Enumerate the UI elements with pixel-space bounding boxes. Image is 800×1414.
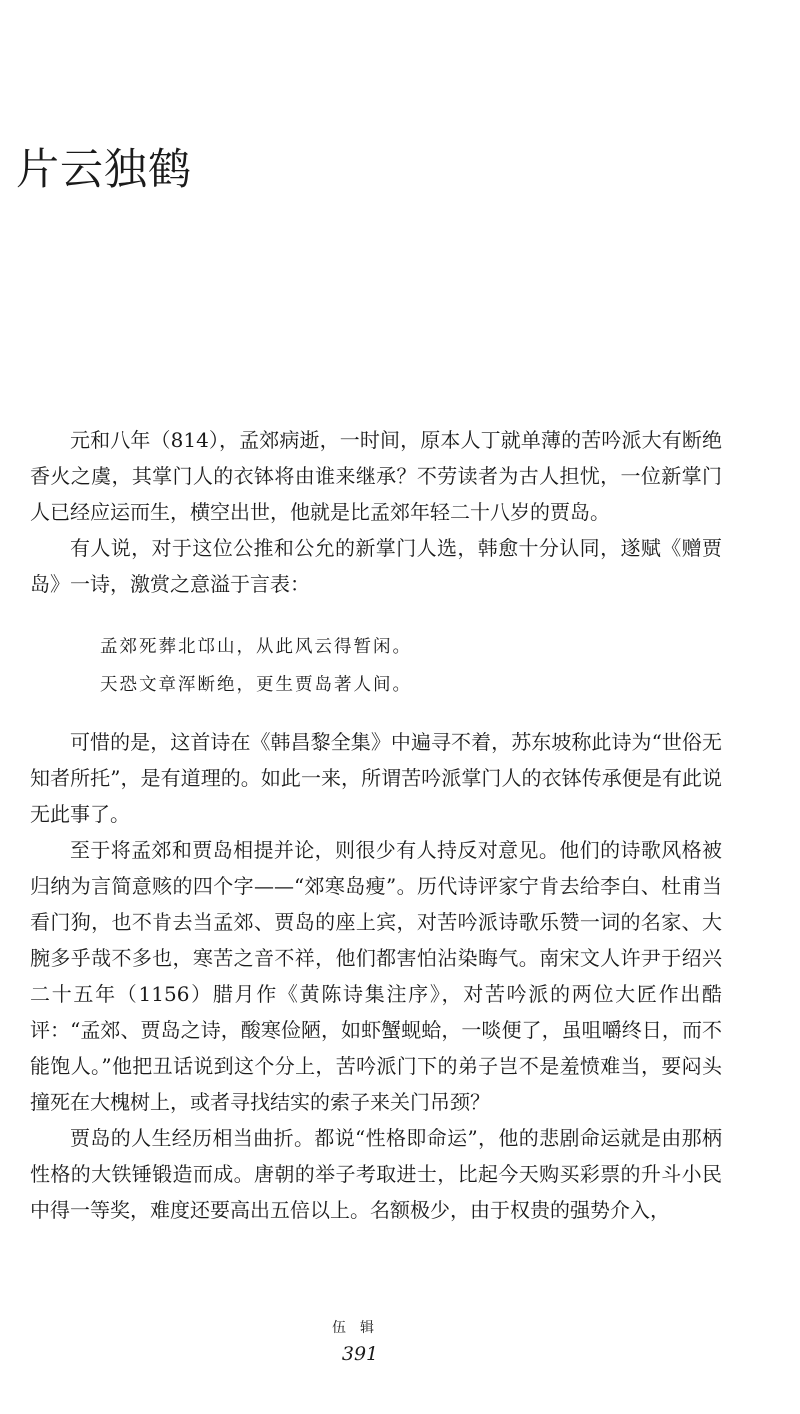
poem-line: 天恐文章浑断绝，更生贾岛著人间。 [100, 675, 412, 695]
paragraph: 至于将孟郊和贾岛相提并论，则很少有人持反对意见。他们的诗歌风格被归纳为言简意赅的四个字——“郊寒岛瘦”。历代诗评家宁肯去给李白、杜甫当看门狗，也不肯去当孟郊、贾岛的座上宾，对苦吟派诗歌乐赞一词的名家、大腕多乎哉不多也，寒苦之音不祥，他们都害怕沾染晦气。南宋文人许尹于绍兴二十五年（1156）腊月作《黄陈诗集注序》，对苦吟派的两位大匠作出酷评：“孟郊、贾岛之诗，酸寒俭陋，如虾蟹蚬蛤，一啖便了，虽咀嚼终日，而不能饱人。”他把丑话说到这个分上，苦吟派门下的弟子岂不是羞愤难当，要闷头撞死在大槐树上，或者寻找结实的索子来关门吊颈？ [30, 838, 722, 1114]
chapter-title: 片云独鹤 [16, 145, 192, 195]
poem-line: 孟郊死葬北邙山，从此风云得暂闲。 [100, 637, 412, 657]
page-number: 391 [341, 1343, 379, 1365]
poem-quote [30, 628, 722, 704]
paragraph: 有人说，对于这位公推和公允的新掌门人选，韩愈十分认同，遂赋《赠贾岛》一诗，激赏之意溢于言表： [30, 536, 722, 596]
paragraph: 贾岛的人生经历相当曲折。都说“性格即命运”，他的悲剧命运就是由那柄性格的大铁锤锻造而成。唐朝的举子考取进士，比起今天购买彩票的升斗小民中得一等奖，难度还要高出五倍以上。名额极少，由于权贵的强势介入， [30, 1126, 722, 1222]
paragraph: 元和八年（814），孟郊病逝，一时间，原本人丁就单薄的苦吟派大有断绝香火之虞，其掌门人的衣钵将由谁来继承？不劳读者为古人担忧，一位新掌门人已经应运而生，横空出世，他就是比孟郊年轻二十八岁的贾岛。 [30, 428, 722, 524]
page-footer [0, 1318, 720, 1366]
section-label: 伍辑 [332, 1320, 388, 1336]
body-text [30, 422, 722, 1228]
paragraph: 可惜的是，这首诗在《韩昌黎全集》中遍寻不着，苏东坡称此诗为“世俗无知者所托”，是有道理的。如此一来，所谓苦吟派掌门人的衣钵传承便是有此说无此事了。 [30, 730, 722, 826]
